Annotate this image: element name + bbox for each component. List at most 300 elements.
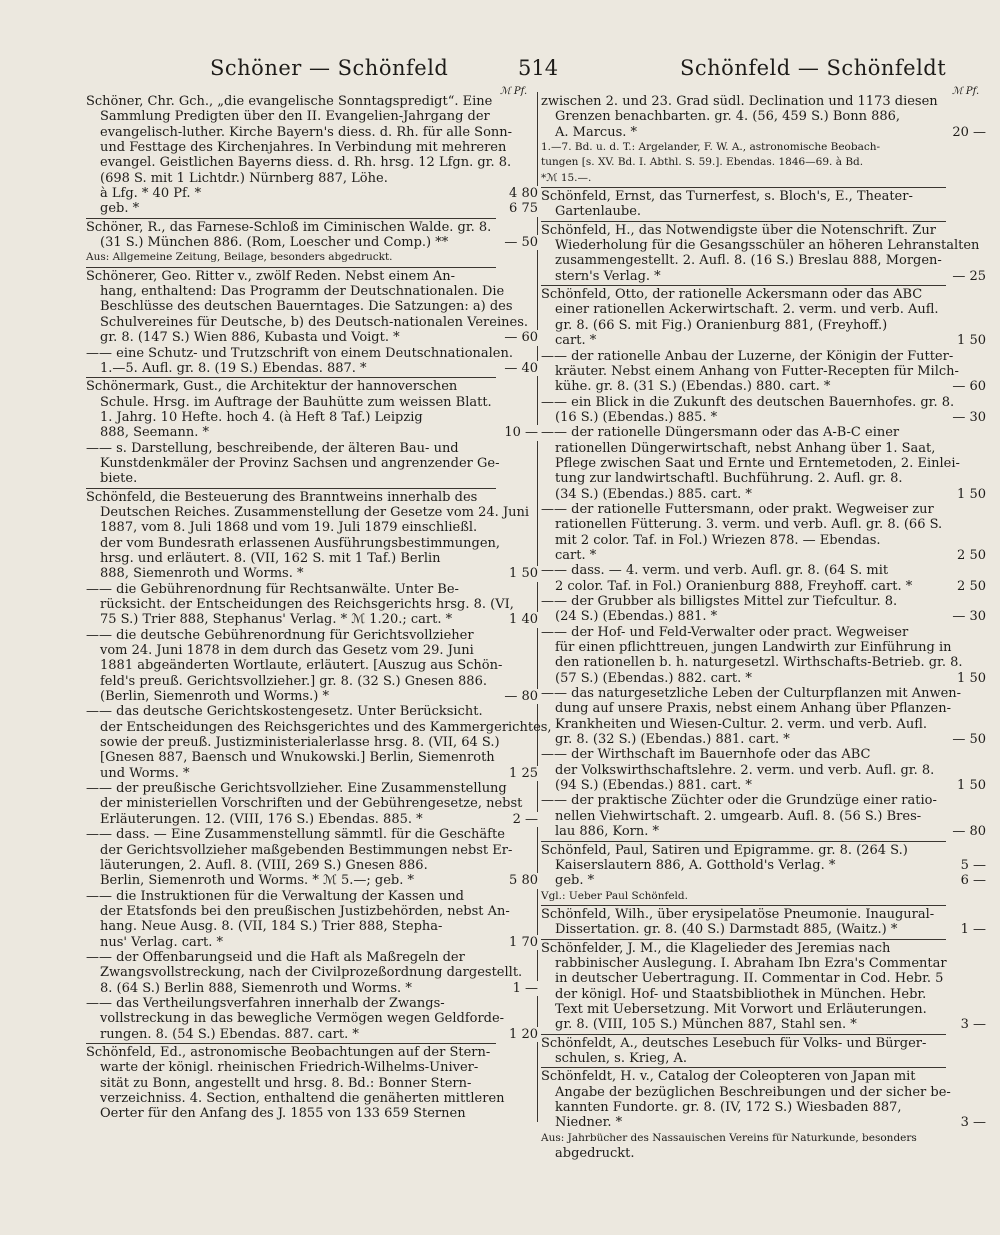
- entry-text: —— das Vertheilungsverfahren innerhalb der Zwangs-: [86, 995, 445, 1011]
- catalog-entry: [541, 906, 986, 938]
- entry-line: [541, 455, 960, 471]
- entry-text: —— dass. — Eine Zusammenstellung sämmtl. für die Geschäfte: [86, 827, 505, 843]
- entry-line: [541, 124, 986, 140]
- entry-line: [86, 950, 536, 965]
- entry-text: feld's preuß. Gerichtsvollzieher.] gr. 8. (32 S.) Gnesen 886.: [100, 673, 487, 689]
- entry-text: (34 S.) (Ebendas.) 885. cart. *: [555, 486, 752, 502]
- price: — 60: [948, 379, 986, 394]
- entry-line: [541, 956, 946, 971]
- entry-text: der Etatsfonds bei den preußischen Justizbehörden, nebst An-: [100, 903, 510, 919]
- entry-line: [86, 689, 536, 704]
- entry-text: rücksicht. der Entscheidungen des Reichsgerichts hrsg. 8. (VI,: [100, 597, 514, 612]
- entry-text: evangelisch-luther. Kirche Bayern's diess. d. Rh. für alle Sonn-: [100, 124, 513, 140]
- catalog-entry: [86, 1045, 536, 1122]
- entry-line: [86, 981, 536, 996]
- entry-line: [541, 441, 946, 456]
- entry-line: [541, 171, 946, 186]
- entry-line: [541, 1069, 946, 1084]
- entry-text: Schulvereines für Deutsche, b) des Deutsch-nationalen Vereines.: [100, 314, 528, 330]
- entry-line: [86, 125, 536, 140]
- entry-text: (16 S.) (Ebendas.) 885. *: [555, 409, 718, 425]
- catalog-entry: [86, 94, 536, 217]
- entry-text: Aus: Jahrbücher des Nassauischen Vereins für Naturkunde, besonders: [541, 1131, 917, 1144]
- price: 20 —: [948, 125, 986, 140]
- entry-text: rationellen Fütterung. 3. verm. und verb. Aufl. gr. 8. (66 S.: [555, 517, 943, 533]
- entry-text: cart. *: [555, 333, 597, 349]
- entry-text: hang, enthaltend: Das Programm der Deutschnationalen. Die: [100, 284, 505, 300]
- price: — 80: [500, 689, 538, 704]
- entry-text: Schönfeld, Paul, Satiren und Epigramme. gr. 8. (264 S.): [541, 842, 908, 858]
- entry-text: der Volkswirthschaftslehre. 2. verm. und verb. Aufl. gr. 8.: [555, 762, 935, 778]
- entry-text: zwischen 2. und 23. Grad südl. Declination und 1173 diesen: [541, 94, 938, 109]
- entry-line: [541, 94, 946, 109]
- entry-line: [86, 919, 536, 934]
- entry-line: [86, 441, 536, 456]
- entry-line: [541, 747, 946, 762]
- entry-line: [86, 1076, 536, 1091]
- entry-line: [86, 315, 536, 330]
- entry-text: Schule. Hrsg. im Auftrage der Bauhütte zum weissen Blatt.: [100, 394, 492, 410]
- price: 1 50: [953, 778, 986, 793]
- entry-line: [86, 269, 536, 284]
- entry-text: sowie der preuß. Justizministerialerlasse hrsg. 8. (VII, 64 S.): [100, 735, 500, 751]
- price: 1 50: [505, 566, 538, 581]
- entry-text: —— dass. — 4. verm. und verb. Aufl. gr. 8. (64 S. mit: [541, 563, 889, 579]
- entry-line: [86, 658, 536, 673]
- entry-line: [86, 551, 536, 566]
- entry-text: gr. 8. (VIII, 105 S.) München 887, Stahl sen. *: [555, 1017, 857, 1033]
- price: 3 —: [957, 1115, 986, 1130]
- entry-line: [541, 486, 986, 502]
- entry-line: [541, 348, 954, 364]
- entry-text: Deutschen Reiches. Zusammenstellung der Gesetze vom 24. Juni: [100, 504, 530, 520]
- entry-text: Kaiserslautern 886, A. Gotthold's Verlag. *: [555, 857, 836, 873]
- entry-line: [86, 346, 536, 361]
- entry-line: [541, 1084, 951, 1100]
- catalog-entry: [541, 1036, 946, 1067]
- entry-line: [541, 547, 986, 563]
- entry-line: [541, 717, 946, 732]
- entry-line: [86, 750, 536, 765]
- price: 10 —: [500, 425, 538, 440]
- entry-text: —— der rationelle Düngersmann oder das A-B-C einer: [541, 425, 900, 441]
- price: 2 50: [953, 579, 986, 594]
- entry-text: und Worms. *: [100, 765, 190, 781]
- entry-line: [541, 318, 946, 333]
- entry-line: [86, 94, 536, 109]
- entry-line: [86, 456, 536, 471]
- entry-text: der vom Bundesrath erlassenen Ausführungsbestimmungen,: [100, 535, 501, 551]
- entry-line: [86, 201, 536, 216]
- entry-text: [Gnesen 887, Baensch und Wnukowski.] Berlin, Siemenroth: [100, 750, 495, 766]
- entry-text: Dissertation. gr. 8. (40 S.) Darmstadt 885, (Waitz.) *: [555, 922, 898, 938]
- entry-line: [541, 763, 946, 778]
- currency-heading-left: ℳ Pf.: [500, 86, 528, 97]
- entry-text: (698 S. mit 1 Lichtdr.) Nürnberg 887, Löhe.: [100, 170, 388, 186]
- price: 1 70: [505, 935, 538, 950]
- entry-line: [86, 796, 536, 811]
- entry-line: [541, 425, 946, 440]
- entry-text: —— der preußische Gerichtsvollzieher. Eine Zusammenstellung: [86, 781, 507, 797]
- entry-text: stern's Verlag. *: [555, 268, 661, 284]
- entry-line: [541, 625, 946, 640]
- entry-text: cart. *: [555, 547, 597, 563]
- entry-line: [86, 781, 536, 796]
- entry-line: [541, 253, 946, 268]
- page-header: [0, 56, 1000, 90]
- price: 1 —: [509, 981, 538, 996]
- entry-text: der ministeriellen Vorschriften und der Gebührengesetze, nebst: [100, 796, 523, 812]
- catalog-entry: [86, 220, 536, 266]
- entry-line: [86, 330, 536, 345]
- entry-line: [541, 1100, 946, 1115]
- entry-line: [541, 140, 946, 155]
- entry-text: —— s. Darstellung, beschreibende, der älteren Bau- und: [86, 440, 459, 456]
- price: 2 50: [953, 548, 986, 563]
- entry-line: [541, 907, 946, 922]
- entry-text: zusammengestellt. 2. Aufl. 8. (16 S.) Breslau 888, Morgen-: [555, 253, 942, 269]
- price: — 25: [948, 269, 986, 284]
- price: 3 —: [957, 1017, 986, 1032]
- entry-text: 1.—5. Aufl. gr. 8. (19 S.) Ebendas. 887. *: [100, 360, 367, 376]
- entry-line: [541, 563, 946, 578]
- entry-text: tung zur landwirtschaftl. Buchführung. 2. Aufl. gr. 8.: [555, 471, 903, 487]
- entry-text: Berlin, Siemenroth und Worms. * ℳ 5.—; geb. *: [100, 873, 414, 889]
- entry-line: [86, 612, 536, 627]
- entry-text: Sammlung Predigten über den II. Evangelien-Jahrgang der: [100, 109, 490, 125]
- entry-line: [86, 171, 536, 186]
- entry-line: [541, 1051, 946, 1066]
- entry-line: [86, 220, 536, 235]
- entry-line: [86, 471, 536, 486]
- entry-line: [86, 812, 536, 827]
- entry-text: kräuter. Nebst einem Anhang von Futter-Recepten für Milch-: [555, 363, 959, 379]
- entry-line: [86, 520, 536, 535]
- price: — 50: [500, 235, 538, 250]
- entry-line: [86, 904, 536, 919]
- entry-text: Wiederholung für die Gesangsschüler an höheren Lehranstalten: [555, 238, 980, 254]
- entry-line: [541, 824, 986, 840]
- entry-text: verzeichniss. 4. Section, enthaltend die genäherten mittleren: [100, 1091, 505, 1106]
- entry-text: 1881 abgeänderten Wortlaute, erläutert. [Auszug aus Schön-: [100, 658, 503, 674]
- entry-text: abgedruckt.: [555, 1146, 635, 1162]
- entry-text: Erläuterungen. 12. (VIII, 176 S.) Ebendas. 885. *: [100, 811, 423, 827]
- entry-line: [541, 655, 963, 671]
- entry-text: der Gerichtsvollzieher maßgebenden Bestimmungen nebst Er-: [100, 842, 513, 858]
- catalog-entry: [541, 287, 986, 840]
- entry-text: sität zu Bonn, angestellt und hrsg. 8. Bd.: Bonner Stern-: [100, 1075, 472, 1091]
- entry-text: A. Marcus. *: [555, 124, 638, 140]
- entry-text: einer rationellen Ackerwirtschaft. 2. verm. und verb. Aufl.: [555, 302, 939, 318]
- entry-text: geb. *: [100, 201, 140, 217]
- entry-separator: [86, 488, 496, 489]
- entry-line: [541, 533, 946, 548]
- price: 1 40: [505, 612, 538, 627]
- entry-line: [86, 410, 536, 425]
- entry-text: Gartenlaube.: [555, 204, 642, 220]
- entry-line: [86, 299, 536, 314]
- entry-separator: [541, 1067, 946, 1068]
- entry-line: [541, 517, 946, 532]
- entry-line: [541, 379, 986, 395]
- entry-text: *ℳ 15.—.: [541, 171, 592, 184]
- entry-text: 8. (64 S.) Berlin 888, Siemenroth und Worms. *: [100, 980, 412, 996]
- entry-line: [86, 1106, 536, 1121]
- entry-line: [86, 643, 536, 658]
- entry-line: [541, 363, 959, 379]
- catalog-entry: [541, 940, 986, 1033]
- price: 5 —: [957, 858, 986, 873]
- price: 1 25: [505, 766, 538, 781]
- entry-text: rabbinischer Auslegung. I. Abraham Ibn Ezra's Commentar: [555, 955, 947, 971]
- entry-line: [86, 597, 536, 612]
- entry-text: warte der königl. rheinischen Friedrich-Wilhelms-Univer-: [100, 1060, 479, 1076]
- entry-line: [86, 361, 536, 376]
- catalog-entry: [541, 222, 986, 284]
- entry-text: Vgl.: Ueber Paul Schönfeld.: [541, 889, 688, 902]
- catalog-entry: [86, 379, 536, 486]
- entry-text: (57 S.) (Ebendas.) 882. cart. *: [555, 670, 752, 686]
- entry-text: 75 S.) Trier 888, Stephanus' Verlag. * ℳ 1.20.; cart. *: [100, 612, 453, 628]
- entry-text: kannten Fundorte. gr. 8. (IV, 172 S.) Wiesbaden 887,: [555, 1100, 902, 1115]
- price: 1 20: [505, 1027, 538, 1042]
- entry-text: Niedner. *: [555, 1115, 623, 1131]
- entry-text: —— die Instruktionen für die Verwaltung der Kassen und: [86, 888, 464, 904]
- entry-line: [86, 140, 536, 155]
- entry-line: [541, 333, 986, 349]
- entry-text: 888, Siemenroth und Worms. *: [100, 566, 304, 582]
- price: 4 80: [505, 186, 538, 201]
- entry-line: [541, 778, 986, 794]
- entry-text: —— der rationelle Anbau der Luzerne, der Königin der Futter-: [541, 348, 954, 364]
- catalog-entry: [86, 269, 536, 376]
- price: 1 —: [957, 922, 986, 937]
- entry-text: (94 S.) (Ebendas.) 881. cart. *: [555, 778, 752, 794]
- entry-text: Kunstdenkmäler der Provinz Sachsen und angrenzender Ge-: [100, 455, 500, 471]
- entry-text: Schöner, Chr. Gch., „die evangelische Sonntagspredigt“. Eine: [86, 94, 493, 109]
- entry-text: (Berlin, Siemenroth und Worms.) *: [100, 689, 329, 705]
- price: 1 50: [953, 487, 986, 502]
- entry-line: [541, 1002, 946, 1017]
- entry-text: Krankheiten und Wiesen-Cultur. 2. verm. und verb. Aufl.: [555, 716, 927, 732]
- entry-line: [86, 284, 536, 299]
- entry-line: [86, 1011, 536, 1026]
- entry-separator: [86, 377, 496, 378]
- entry-separator: [541, 187, 946, 188]
- price: — 30: [948, 410, 986, 425]
- entry-text: —— der praktische Züchter oder die Grundzüge einer ratio-: [541, 793, 937, 809]
- entry-text: Schönfeldt, A., deutsches Lesebuch für Volks- und Bürger-: [541, 1035, 927, 1051]
- price: 5 80: [505, 873, 538, 888]
- entry-line: [86, 490, 536, 505]
- entry-line: [541, 394, 955, 410]
- entry-line: [541, 640, 952, 656]
- entry-text: Beschlüsse des deutschen Bauerntages. Die Satzungen: a) des: [100, 299, 513, 315]
- entry-text: in deutscher Uebertragung. II. Commentar in Cod. Hebr. 5: [555, 971, 944, 987]
- entry-line: [86, 996, 536, 1011]
- entry-line: [86, 566, 536, 581]
- entry-separator: [541, 939, 946, 940]
- entry-line: [541, 594, 946, 609]
- entry-text: Zwangsvollstreckung, nach der Civilprozeßordnung dargestellt.: [100, 965, 523, 981]
- entry-line: [541, 843, 946, 858]
- entry-text: hang. Neue Ausg. 8. (VII, 184 S.) Trier 888, Stepha-: [100, 919, 443, 935]
- entry-text: gr. 8. (66 S. mit Fig.) Oranienburg 881, (Freyhoff.): [555, 317, 888, 333]
- entry-text: Text mit Uebersetzung. Mit Vorwort und Erläuterungen.: [555, 1001, 927, 1017]
- header-right-range: Schönfeld — Schönfeldt: [680, 56, 947, 80]
- entry-line: [86, 1045, 536, 1060]
- entry-text: Schönfelder, J. M., die Klagelieder des Jeremias nach: [541, 940, 891, 956]
- entry-line: [541, 1036, 946, 1051]
- entry-text: 888, Seemann. *: [100, 425, 209, 441]
- entry-line: [541, 609, 986, 625]
- entry-line: [86, 582, 536, 597]
- entry-text: Schöner, R., das Farnese-Schloß im Ciminischen Walde. gr. 8.: [86, 219, 492, 235]
- right-column: [541, 94, 986, 1162]
- entry-text: rationellen Düngerwirtschaft, nebst Anhang über 1. Saat,: [555, 440, 936, 456]
- entry-line: [86, 250, 536, 265]
- entry-line: [541, 223, 946, 238]
- entry-text: —— das naturgesetzliche Leben der Culturpflanzen mit Anwen-: [541, 686, 962, 702]
- entry-separator: [86, 267, 496, 268]
- entry-text: Schönfeld, die Besteuerung des Branntweins innerhalb des: [86, 489, 478, 505]
- entry-text: hrsg. und erläutert. 8. (VII, 162 S. mit 1 Taf.) Berlin: [100, 550, 441, 566]
- entry-text: —— der Offenbarungseid und die Haft als Maßregeln der: [86, 949, 465, 965]
- entry-text: der Entscheidungen des Reichsgerichtes und des Kammergerichtes,: [100, 719, 552, 735]
- entry-text: biete.: [100, 471, 138, 487]
- entry-line: [86, 109, 536, 124]
- entry-text: evangel. Geistlichen Bayerns diess. d. Rh. hrsg. 12 Lfgn. gr. 8.: [100, 155, 512, 171]
- price: — 30: [948, 609, 986, 624]
- entry-text: gr. 8. (147 S.) Wien 886, Kubasta und Voigt. *: [100, 330, 400, 346]
- entry-separator: [541, 841, 946, 842]
- entry-text: Aus: Allgemeine Zeitung, Beilage, besonders abgedruckt.: [86, 251, 393, 264]
- entry-line: [86, 889, 536, 904]
- entry-line: [86, 1060, 536, 1075]
- entry-text: Pflege zwischen Saat und Ernte und Erntemetoden, 2. Einlei-: [555, 455, 960, 471]
- entry-line: [86, 965, 536, 980]
- catalog-entry: [541, 842, 986, 904]
- entry-separator: [541, 221, 946, 222]
- price: 1 50: [953, 671, 986, 686]
- entry-text: Schönfeld, Otto, der rationelle Ackersmann oder das ABC: [541, 287, 923, 303]
- entry-text: Schönfeld, H., das Notwendigste über die Notenschrift. Zur: [541, 222, 936, 238]
- entry-separator: [86, 1043, 496, 1044]
- entry-line: [541, 809, 946, 824]
- entry-text: rungen. 8. (54 S.) Ebendas. 887. cart. *: [100, 1026, 359, 1042]
- entry-text: den rationellen b. h. naturgesetzl. Wirthschafts-Betrieb. gr. 8.: [555, 655, 963, 671]
- entry-line: [86, 536, 536, 551]
- entry-text: (24 S.) (Ebendas.) 881. *: [555, 609, 718, 625]
- header-left-range: Schöner — Schönfeld: [210, 56, 449, 80]
- entry-line: [86, 505, 536, 520]
- entry-line: [86, 1027, 536, 1042]
- entry-text: vom 24. Juni 1878 in dem durch das Gesetz vom 29. Juni: [100, 643, 474, 659]
- price: — 80: [948, 824, 986, 839]
- entry-line: [541, 238, 980, 254]
- entry-text: dung auf unsere Praxis, nebst einem Anhang über Pflanzen-: [555, 701, 951, 717]
- entry-line: [86, 628, 536, 643]
- entry-line: [541, 502, 946, 517]
- entry-line: [541, 971, 946, 986]
- entry-text: für einen pflichttreuen, jungen Landwirth zur Einführung in: [555, 640, 952, 656]
- entry-line: [541, 189, 946, 204]
- entry-line: [541, 670, 986, 686]
- entry-line: [541, 204, 946, 219]
- left-column: [86, 94, 552, 1122]
- entry-text: —— das deutsche Gerichtskostengesetz. Unter Berücksicht.: [86, 704, 483, 720]
- entry-line: [86, 425, 536, 440]
- entry-separator: [541, 285, 946, 286]
- entry-line: [86, 735, 536, 750]
- entry-line: [541, 873, 986, 889]
- entry-line: [541, 409, 986, 425]
- entry-line: [86, 827, 536, 842]
- entry-text: und Festtage des Kirchenjahres. In Verbindung mit mehreren: [100, 140, 507, 156]
- entry-line: [541, 701, 951, 717]
- entry-text: geb. *: [555, 873, 595, 889]
- entry-line: [86, 186, 536, 201]
- entry-text: nellen Viehwirtschaft. 2. umgearb. Aufl. 8. (56 S.) Bres-: [555, 808, 922, 824]
- price: 2 —: [509, 812, 538, 827]
- price: 1 50: [953, 333, 986, 348]
- entry-line: [86, 235, 536, 250]
- entry-text: Schönerer, Geo. Ritter v., zwölf Reden. Nebst einem An-: [86, 268, 455, 284]
- catalog-entry: [86, 489, 552, 1042]
- entry-text: —— die deutsche Gebührenordnung für Gerichtsvollzieher: [86, 627, 474, 643]
- entry-text: läuterungen, 2. Aufl. 8. (VIII, 269 S.) Gnesen 886.: [100, 857, 428, 873]
- entry-line: [541, 155, 946, 170]
- entry-line: [86, 395, 536, 410]
- entry-text: —— eine Schutz- und Trutzschrift von einem Deutschnationalen.: [86, 345, 514, 361]
- entry-line: [86, 858, 536, 873]
- entry-line: [541, 686, 962, 702]
- entry-text: der königl. Hof- und Staatsbibliothek in München. Hebr.: [555, 986, 927, 1002]
- entry-text: mit 2 color. Taf. in Fol.) Wriezen 878. — Ebendas.: [555, 532, 881, 548]
- entry-line: [541, 302, 946, 317]
- price: — 60: [500, 330, 538, 345]
- entry-text: —— die Gebührenordnung für Rechtsanwälte. Unter Be-: [86, 581, 459, 597]
- entry-line: [541, 732, 986, 748]
- catalog-entry: [541, 94, 986, 186]
- entry-separator: [541, 1034, 946, 1035]
- entry-text: kühe. gr. 8. (31 S.) (Ebendas.) 880. cart. *: [555, 379, 831, 395]
- entry-line: [541, 578, 986, 594]
- entry-line: [541, 109, 946, 124]
- currency-heading-right: ℳ Pf.: [952, 86, 980, 97]
- entry-text: lau 886, Korn. *: [555, 824, 660, 840]
- entry-text: (31 S.) München 886. (Rom, Loescher und Comp.) **: [100, 235, 449, 251]
- entry-text: Schönfeld, Ed., astronomische Beobachtungen auf der Stern-: [86, 1044, 491, 1060]
- entry-text: —— der Wirthschaft im Bauernhofe oder das ABC: [541, 747, 871, 763]
- entry-line: [86, 843, 536, 858]
- entry-text: 1.—7. Bd. u. d. T.: Argelander, F. W. A., astronomische Beobach-: [541, 141, 881, 154]
- entry-line: [541, 268, 986, 284]
- price: — 40: [500, 361, 538, 376]
- entry-text: Oerter für den Anfang des J. 1855 von 133 659 Sternen: [100, 1106, 466, 1122]
- entry-text: —— der Grubber als billigstes Mittel zur Tiefcultur. 8.: [541, 594, 898, 609]
- entry-line: [86, 873, 536, 888]
- entry-line: [541, 471, 946, 486]
- entry-line: [541, 941, 946, 956]
- entry-line: [541, 287, 946, 302]
- entry-text: Grenzen benachbarten. gr. 4. (56, 459 S.) Bonn 886,: [555, 109, 901, 125]
- entry-text: —— der Hof- und Feld-Verwalter oder pract. Wegweiser: [541, 624, 909, 640]
- entry-text: Schönfeld, Ernst, das Turnerfest, s. Bloch's, E., Theater-: [541, 189, 913, 205]
- entry-text: Schönermark, Gust., die Architektur der hannoverschen: [86, 379, 458, 395]
- price: — 50: [948, 732, 986, 747]
- entry-line: [541, 987, 946, 1002]
